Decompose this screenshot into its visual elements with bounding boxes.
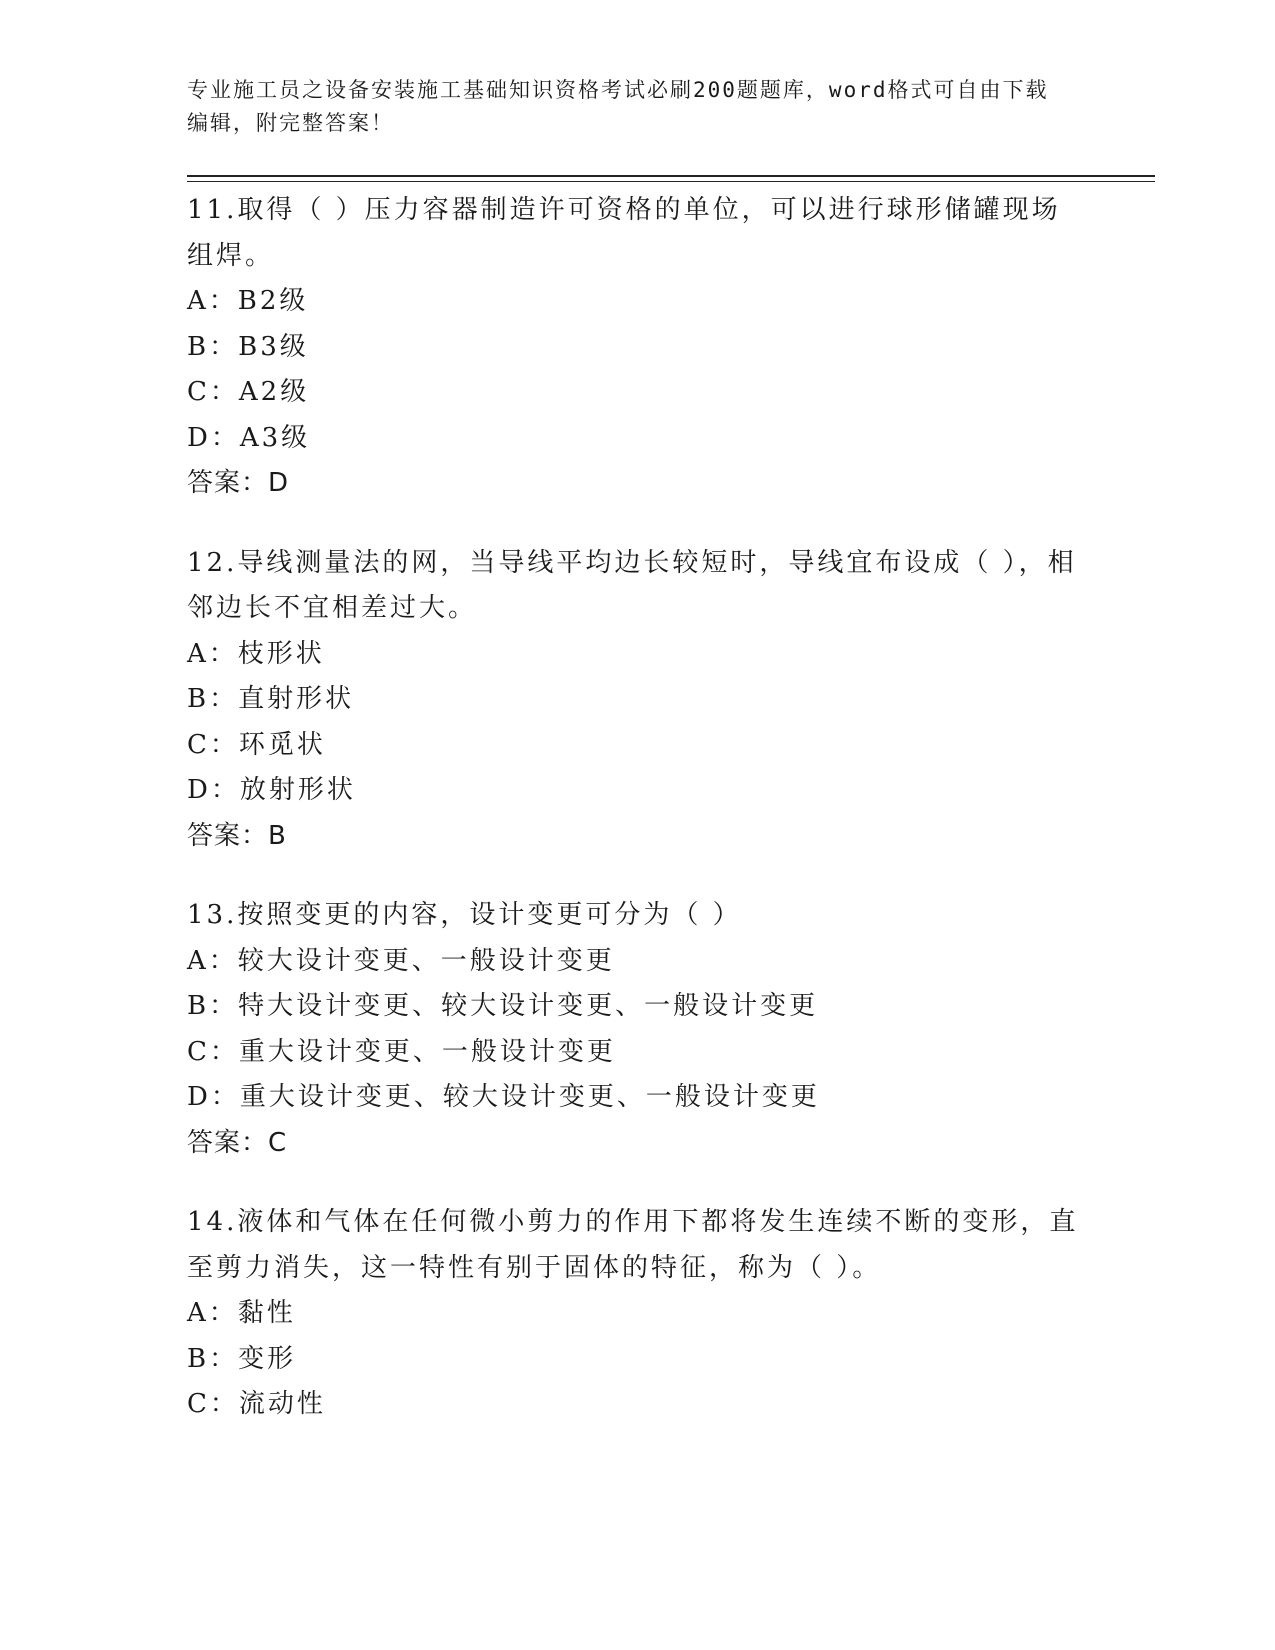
option-a: A：B2级 <box>187 286 309 316</box>
answer: 答案：B <box>187 820 287 851</box>
option-a: A：枝形状 <box>187 638 325 669</box>
answer: 答案：D <box>187 468 290 498</box>
option-d: D：重大设计变更、较大设计变更、一般设计变更 <box>187 1082 820 1112</box>
option-b: B：特大设计变更、较大设计变更、一般设计变更 <box>187 991 819 1021</box>
option-b: B：B3级 <box>187 331 309 362</box>
question-12 <box>187 541 1087 860</box>
question-13 <box>187 893 1087 1166</box>
question-stem: 13.按照变更的内容，设计变更可分为（ ） <box>187 900 742 930</box>
option-c: C：重大设计变更、一般设计变更 <box>187 1036 616 1067</box>
option-d: D：放射形状 <box>187 775 356 805</box>
answer: 答案：C <box>187 1127 288 1158</box>
option-a: A：较大设计变更、一般设计变更 <box>187 945 615 976</box>
question-stem: 14.液体和气体在任何微小剪力的作用下都将发生连续不断的变形，直至剪力消失，这一特性有别于固体的特征，称为（ ）。 <box>187 1207 1079 1283</box>
question-stem: 12.导线测量法的网，当导线平均边长较短时，导线宜布设成（ ），相邻边长不宜相差过大。 <box>187 547 1077 623</box>
option-a: A：黏性 <box>187 1298 296 1328</box>
question-stem: 11.取得（ ）压力容器制造许可资格的单位，可以进行球形储罐现场组焊。 <box>187 195 1061 271</box>
option-c: C：环觅状 <box>187 729 326 760</box>
option-b: B：变形 <box>187 1343 297 1374</box>
question-14 <box>187 1200 1087 1428</box>
question-11 <box>187 188 1087 507</box>
option-d: D：A3级 <box>187 422 311 453</box>
option-c: C：流动性 <box>187 1389 326 1419</box>
question-list <box>187 188 1087 1462</box>
header-divider-thin <box>187 181 1155 182</box>
option-c: C：A2级 <box>187 377 310 407</box>
header-divider-thick <box>187 175 1155 177</box>
document-header: 专业施工员之设备安装施工基础知识资格考试必刷200题题库，word格式可自由下载编辑，附完整答案！ <box>187 78 1049 135</box>
option-b: B：直射形状 <box>187 684 355 714</box>
